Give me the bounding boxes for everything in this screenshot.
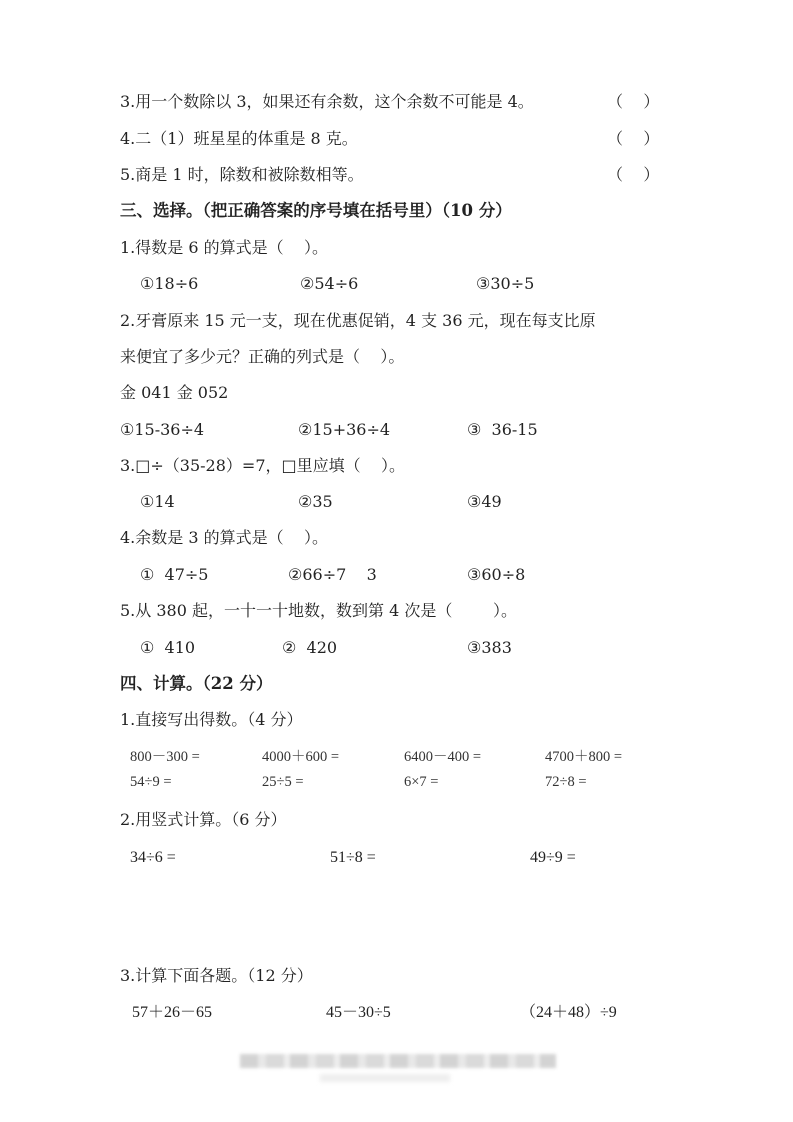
answer-paren: （ ） (607, 92, 660, 111)
oral-calc-item: 6400－400 = (404, 749, 482, 765)
choice-option: ①18÷6 (140, 274, 199, 293)
choice-option: ① 410 (140, 638, 196, 657)
judge-question-5: 5.商是 1 时，除数和被除数相等。 (120, 165, 364, 184)
choice-option: ③30÷5 (476, 274, 535, 293)
choice-question-2-line2: 来便宜了多少元？正确的列式是（ ）。 (120, 347, 405, 366)
choice-option: ③383 (467, 638, 512, 657)
vertical-calc-item: 34÷6 = (130, 849, 176, 866)
choice-option: ②15+36÷4 (298, 420, 391, 439)
choice-question-3: 3.□÷（35-28）=7，□里应填（ ）。 (120, 456, 405, 475)
judge-question-3: 3.用一个数除以 3，如果还有余数，这个余数不可能是 4。 (120, 92, 534, 111)
oral-calc-item: 4000＋600 = (262, 749, 340, 765)
vertical-calc-item: 49÷9 = (530, 849, 576, 866)
choice-question-5: 5.从 380 起，一十一十地数，数到第 4 次是（ ）。 (120, 601, 518, 620)
choice-question-4: 4.余数是 3 的算式是（ ）。 (120, 528, 328, 547)
answer-paren: （ ） (607, 165, 660, 184)
choice-option: ① 47÷5 (140, 565, 209, 584)
blurred-footer (240, 1054, 556, 1068)
section3-title: 三、选择。（把正确答案的序号填在括号里）（10 分） (120, 201, 512, 220)
choice-option: ③60÷8 (467, 565, 526, 584)
section4-title: 四、计算。（22 分） (120, 674, 273, 693)
watermark-note: 金 041 金 052 (120, 383, 229, 402)
mixed-calc-item: 57＋26－65 (132, 1004, 213, 1021)
choice-option: ①15-36÷4 (120, 420, 205, 439)
answer-paren: （ ） (607, 129, 660, 148)
choice-question-2-line1: 2.牙膏原来 15 元一支，现在优惠促销，4 支 36 元，现在每支比原 (120, 311, 596, 330)
blurred-footer-sub (320, 1074, 450, 1082)
choice-option: ②66÷7 3 (288, 565, 377, 584)
calc-part1-title: 1.直接写出得数。（4 分） (120, 710, 303, 729)
oral-calc-item: 6×7 = (404, 774, 439, 790)
oral-calc-item: 25÷5 = (262, 774, 304, 790)
mixed-calc-item: 45－30÷5 (326, 1004, 391, 1021)
choice-option: ①14 (140, 492, 175, 511)
oral-calc-item: 72÷8 = (545, 774, 587, 790)
choice-option: ③ 36-15 (467, 420, 538, 439)
choice-option: ② 420 (282, 638, 338, 657)
oral-calc-item: 4700＋800 = (545, 749, 623, 765)
choice-option: ③49 (467, 492, 502, 511)
choice-option: ②35 (298, 492, 333, 511)
mixed-calc-item: （24＋48）÷9 (520, 1004, 617, 1021)
oral-calc-item: 54÷9 = (130, 774, 172, 790)
vertical-calc-item: 51÷8 = (330, 849, 376, 866)
calc-part3-title: 3.计算下面各题。（12 分） (120, 966, 313, 985)
choice-question-1: 1.得数是 6 的算式是（ ）。 (120, 238, 328, 257)
choice-option: ②54÷6 (300, 274, 359, 293)
judge-question-4: 4.二（1）班星星的体重是 8 克。 (120, 129, 358, 148)
oral-calc-item: 800－300 = (130, 749, 200, 765)
calc-part2-title: 2.用竖式计算。（6 分） (120, 810, 287, 829)
